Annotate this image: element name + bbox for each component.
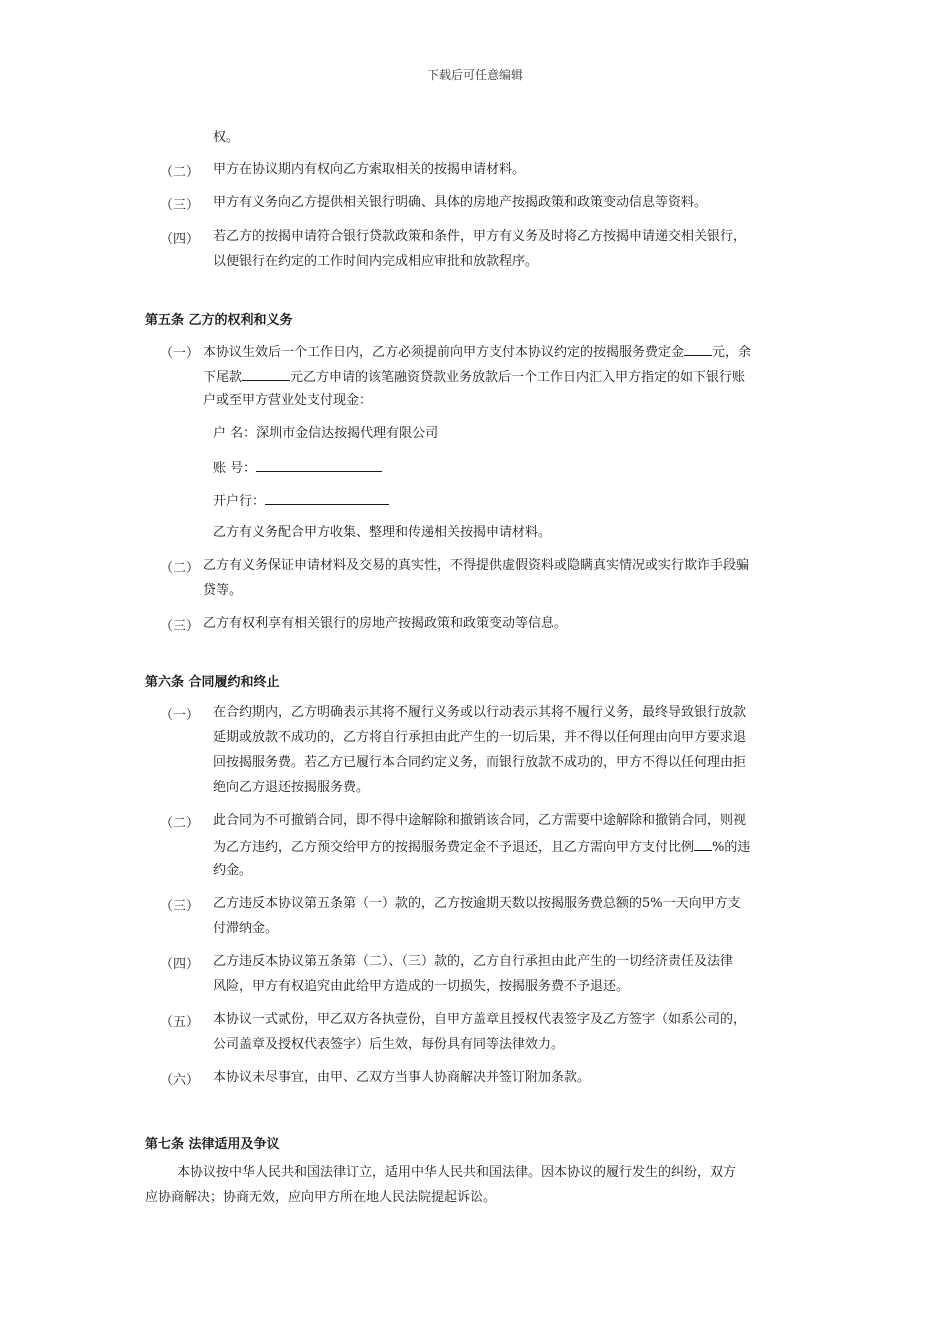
sec6-item4-line1: 乙方违反本协议第五条第（二）、（三）款的，乙方自行承担由此产生的一切经济责任及法律 <box>213 954 734 969</box>
account-name: 户 名：深圳市金信达按揭代理有限公司 <box>213 426 439 441</box>
sec4-item3-number: （三） <box>160 198 200 213</box>
sec6-item2-line2-text: 为乙方违约，乙方预交给甲方的按揭服务费定金不予退还，且乙方需向甲方支付比例 <box>213 840 695 855</box>
sec4-item2-number: （二） <box>160 165 200 180</box>
sec5-item2-number: （二） <box>160 561 200 576</box>
deposit-amount-blank[interactable] <box>684 342 712 356</box>
sec6-item1-line3: 回按揭服务费。若乙方已履行本合同约定义务，而银行放款不成功的，甲方不得以任何理由拒 <box>213 755 747 770</box>
sec6-item2-number: （二） <box>160 816 200 831</box>
sec5-item2-line2: 贷等。 <box>203 583 243 598</box>
sec6-item3-line2: 付滞纳金。 <box>213 921 279 936</box>
account-number-label: 账 号： <box>213 461 257 476</box>
sec5-item1-line2-tail: 元乙方申请的该笔融资贷款业务放款后一个工作日内汇入甲方指定的如下银行账 <box>290 370 746 385</box>
sec4-item4-number: （四） <box>160 232 200 247</box>
sec6-title: 第六条 合同履约和终止 <box>145 675 280 690</box>
sec5-item3-line1: 乙方有权利享有相关银行的房地产按揭政策和政策变动等信息。 <box>203 616 568 631</box>
sec5-item2-line1: 乙方有义务保证申请材料及交易的真实性，不得提供虚假资料或隐瞒真实情况或实行欺诈手段骗 <box>203 558 750 573</box>
sec6-item1-line1: 在合约期内，乙方明确表示其将不履行义务或以行动表示其将不履行义务，最终导致银行放款 <box>213 705 747 720</box>
bank-label: 开户行： <box>213 494 266 509</box>
sec4-item4-line1: 若乙方的按揭申请符合银行贷款政策和条件，甲方有义务及时将乙方按揭申请递交相关银行， <box>213 229 747 244</box>
sec6-item5-line2: 公司盖章及授权代表签字）后生效，每份具有同等法律效力。 <box>213 1037 565 1052</box>
penalty-ratio-blank[interactable] <box>694 837 712 851</box>
sec5-item1-line2 <box>203 367 745 387</box>
sec6-item2-line3: 约金。 <box>213 863 253 878</box>
sec6-item5-line1: 本协议一式贰份，甲乙双方各执壹份，自甲方盖章且授权代表签字及乙方签字（如系公司的， <box>213 1012 747 1027</box>
sec5-item1-line1-text: 本协议生效后一个工作日内，乙方必须提前向甲方支付本协议约定的按揭服务费定金 <box>203 345 685 360</box>
sec5-item1-line1-tail: 元，余 <box>712 345 752 360</box>
sec6-item5-number: （五） <box>160 1015 200 1030</box>
sec6-item4-number: （四） <box>160 957 200 972</box>
sec6-item2-line1: 此合同为不可撤销合同，即不得中途解除和撤销该合同，乙方需要中途解除和撤销合同，则视 <box>213 813 747 828</box>
sec6-item3-line1: 乙方违反本协议第五条第（一）款的，乙方按逾期天数以按揭服务费总额的5%一天向甲方支 <box>213 896 741 911</box>
account-number-blank[interactable] <box>256 458 382 472</box>
sec6-item2-line2-tail: %的违 <box>712 840 751 855</box>
sec7-line2: 应协商解决；协商无效，应向甲方所在地人民法院提起诉讼。 <box>145 1190 497 1205</box>
sec4-continuation: 权。 <box>213 130 240 145</box>
sec6-item1-line4: 绝向乙方退还按揭服务费。 <box>213 780 370 795</box>
sec6-item6-number: （六） <box>160 1073 200 1088</box>
page-header: 下载后可任意编辑 <box>426 68 523 82</box>
sec5-title: 第五条 乙方的权利和义务 <box>145 313 293 328</box>
sec4-item4-line2: 以便银行在约定的工作时间内完成相应审批和放款程序。 <box>213 254 539 269</box>
sec4-item3-text: 甲方有义务向乙方提供相关银行明确、具体的房地产按揭政策和政策变动信息等资料。 <box>213 195 708 210</box>
sec7-line1: 本协议按中华人民共和国法律订立，适用中华人民共和国法律。因本协议的履行发生的纠纷，双方 <box>177 1165 737 1180</box>
sec6-item4-line2: 风险，甲方有权追究由此给甲方造成的一切损失，按揭服务费不予退还。 <box>213 979 630 994</box>
balance-amount-blank[interactable] <box>242 367 290 381</box>
sec7-title: 第七条 法律适用及争议 <box>145 1137 280 1152</box>
sec4-item2-text: 甲方在协议期内有权向乙方索取相关的按揭申请材料。 <box>213 162 526 177</box>
sec6-item1-line2: 延期或放款不成功的，乙方将自行承担由此产生的一切后果，并不得以任何理由向甲方要求退 <box>213 730 747 745</box>
bank-blank[interactable] <box>265 491 389 505</box>
sec5-item1-number: （一） <box>160 346 200 361</box>
sec5-item1-line2-text: 下尾款 <box>203 370 243 385</box>
sec6-item6-line1: 本协议未尽事宜，由甲、乙双方当事人协商解决并签订附加条款。 <box>213 1070 591 1085</box>
sec5-item1-line1 <box>203 342 751 362</box>
bank-row <box>213 491 389 511</box>
sec6-item1-number: （一） <box>160 708 200 723</box>
sec5-note: 乙方有义务配合甲方收集、整理和传递相关按揭申请材料。 <box>213 525 552 540</box>
sec6-item2-line2 <box>213 837 750 857</box>
sec5-item3-number: （三） <box>160 619 200 634</box>
sec5-item1-line3: 户或至甲方营业处支付现金： <box>203 393 373 408</box>
account-number-row <box>213 458 382 478</box>
sec6-item3-number: （三） <box>160 899 200 914</box>
